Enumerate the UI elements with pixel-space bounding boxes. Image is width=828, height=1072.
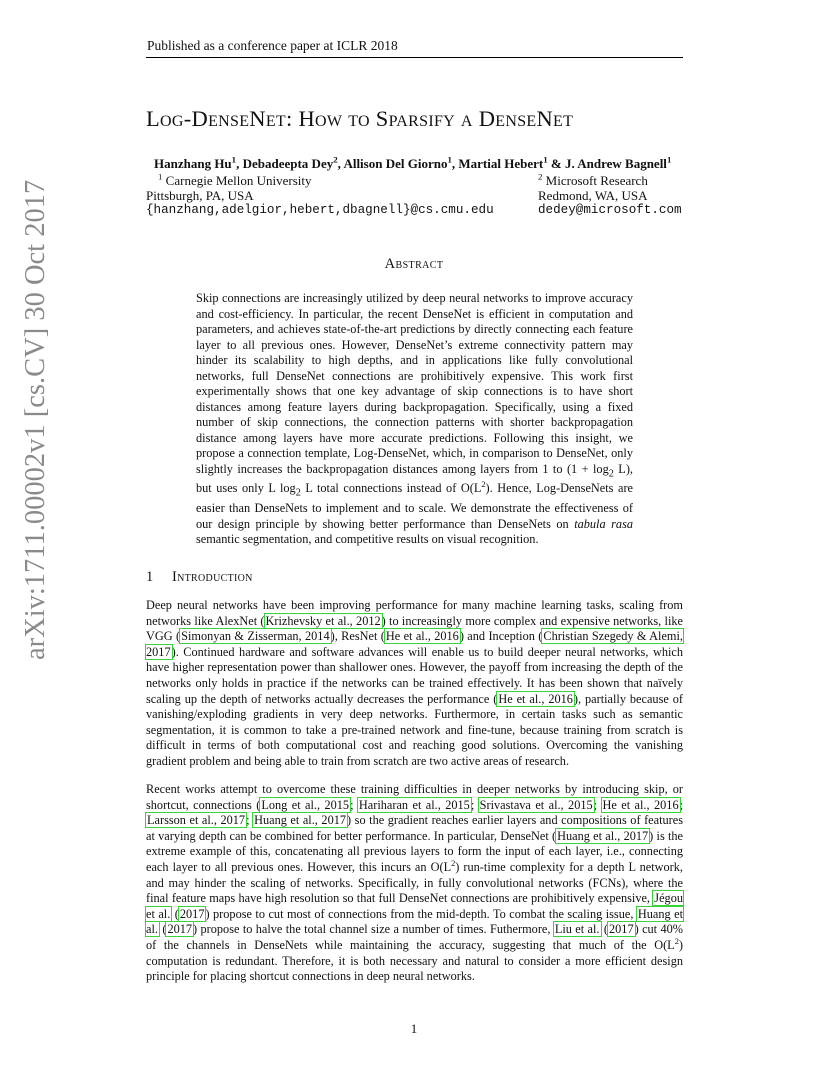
intro-paragraph-1: Deep neural networks have been improving performance for many machine learning tasks, scaling from networks like AlexNet (Krizhevsky et al., 2012) to increasingly more complex and expensive networks, like VGG (Simonyan & Zisserman, 2014), ResNet (He et al., 2016) and Inception (Christian Szegedy & Alemi, 2017). Continued hardware and software advances will enable us to build deeper neural networks, which have higher representation power than shallower ones. However, the payoff from increasing the depth of the networks only holds in practice if the networks can be trained effectively. It has been shown that naïvely scaling up the depth of networks actually decreases the performance (He et al., 2016), partially because of vanishing/exploding gradients in very deep networks. Furthermore, in certain tasks such as semantic segmentation, it is common to take a pre-trained network and fine-tune, because training from scratch is difficult in terms of both computational cost and reaching good solutions. Overcoming the vanishing gradient problem and being able to train from scratch are two active areas of research.	[146, 598, 683, 768]
citation-link[interactable]: Krizhevsky et al., 2012	[265, 613, 381, 628]
affiliation-mark: 1	[543, 154, 548, 165]
citation-link[interactable]: Larsson et al., 2017	[147, 813, 246, 828]
affiliation-mark: 1	[666, 154, 672, 165]
citation-link[interactable]: Christian Szegedy & Alemi, 2017	[146, 629, 683, 659]
author-name: , Martial Hebert	[451, 156, 544, 171]
section-heading-introduction	[146, 569, 253, 586]
arxiv-side-label: arXiv:1711.00002v1 [cs.CV] 30 Oct 2017	[20, 179, 51, 660]
citation-link[interactable]: Liu et al.	[554, 922, 600, 937]
page-number: 1	[410, 1021, 418, 1036]
section-title: Introduction	[172, 569, 253, 585]
affiliation-mark: 1	[231, 154, 237, 165]
citation-link[interactable]: He et al., 2016	[498, 691, 573, 706]
author-name: , Debadeepta Dey	[236, 156, 334, 171]
abstract-heading: Abstract	[384, 256, 444, 272]
header-divider	[146, 57, 683, 58]
author-name: , Allison Del Giorno	[337, 156, 448, 171]
affiliation-right-org: $^2$ Microsoft Research	[538, 171, 648, 188]
affiliation-mark: 2	[333, 154, 338, 165]
citation-link[interactable]: 2017	[609, 922, 634, 937]
citation-link[interactable]: Srivastava et al., 2015	[479, 797, 593, 812]
section-number: 1	[146, 569, 154, 585]
citation-link[interactable]: Huang et al., 2017	[557, 828, 649, 843]
abstract-body: Skip connections are increasingly utilized by deep neural networks to improve accuracy and cost-efficiency. In particular, the recent DenseNet is efficient in computation and parameters, and achieves state-of-the-art predictions by directly connecting each feature layer to all previous ones. However, DenseNet’s extreme connectivity pattern may hinder its scalability to high depths, and in applications like fully convolutional networks, full DenseNet connections are prohibitively expensive. This work first experimentally shows that one key advantage of skip connections is to have short distances among feature layers during backpropagation. Specifically, using a fixed number of skip connections, the connection patterns with shorter backpropagation distance among layers have more accurate predictions. Following this insight, we propose a connection template, Log-DenseNet, which, in comparison to DenseNet, only slightly increases the backpropagation distances among layers from 1 to $(1 + \log_2 L)$, but uses only L $\log_2 L$ total connections instead of $O(L^2)$. Hence, Log-DenseNets are easier than DenseNets to implement and to scale. We demonstrate the effectiveness of our design principle by showing better performance than DenseNets on tabula rasa semantic segmentation, and competitive results on visual recognition.	[196, 291, 634, 547]
author-name: & J. Andrew Bagnell	[547, 156, 667, 171]
affiliation-mark: 1	[447, 154, 452, 165]
citation-link[interactable]: Jégou et al.	[146, 891, 683, 921]
affiliation-left-org: $^1$ Carnegie Mellon University	[158, 171, 312, 188]
author-list	[154, 156, 671, 172]
citation-link[interactable]: Huang et al.	[146, 906, 684, 937]
citation-link[interactable]: Long et al., 2015	[261, 797, 350, 812]
affiliation-right-city: Redmond, WA, USA	[538, 188, 648, 203]
citation-link[interactable]: 2017	[179, 906, 205, 921]
intro-paragraph-2: Recent works attempt to overcome these training difficulties in deeper networks by introducing skip, or shortcut, connections (Long et al., 2015; Hariharan et al., 2015; Srivastava et al., 2015; He et al., 2016; Larsson et al., 2017; Huang et al., 2017) so the gradient reaches earlier layers and compositions of features at varying depth can be combined for better performance. In particular, DenseNet (Huang et al., 2017) is the extreme example of this, concatenating all previous layers to form the input of each layer, i.e., connecting each layer to all previous ones. However, this incurs an $O(L^2)$ run-time complexity for a depth L network, and may hinder the scaling of networks. Specifically, in fully convolutional networks (FCNs), where the final feature maps have high resolution so that full DenseNet connections are prohibitively expensive, Jégou et al. (2017) propose to cut most of connections from the mid-depth. To combat the scaling issue, Huang et al. (2017) propose to halve the total channel size a number of times. Futhermore, Liu et al. (2017) cut 40% of the channels in DenseNets while maintaining the accuracy, suggesting that much of the $O(L^2)$ computation is redundant. Therefore, it is both necessary and natural to consider a more efficient design principle for placing shortcut connections in deep neural networks.	[146, 782, 684, 984]
citation-link[interactable]: He et al., 2016	[602, 797, 679, 812]
affiliation-right-email[interactable]: dedey@microsoft.com	[538, 203, 682, 217]
citation-link[interactable]: Huang et al., 2017	[254, 813, 347, 828]
citation-link[interactable]: Simonyan & Zisserman, 2014	[181, 629, 330, 644]
running-header: Published as a conference paper at ICLR 2018	[147, 38, 398, 53]
affiliation-left-email[interactable]: {hanzhang,adelgior,hebert,dbagnell}@cs.cmu.edu	[146, 203, 494, 217]
citation-link[interactable]: Hariharan et al., 2015	[358, 797, 470, 812]
citation-link[interactable]: 2017	[167, 922, 193, 937]
affiliation-left-city: Pittsburgh, PA, USA	[146, 188, 254, 203]
citation-link[interactable]: He et al., 2016	[385, 629, 459, 644]
paper-title: Log-DenseNet: How to Sparsify a DenseNet	[146, 106, 574, 131]
author-name: Hanzhang Hu	[154, 156, 232, 171]
